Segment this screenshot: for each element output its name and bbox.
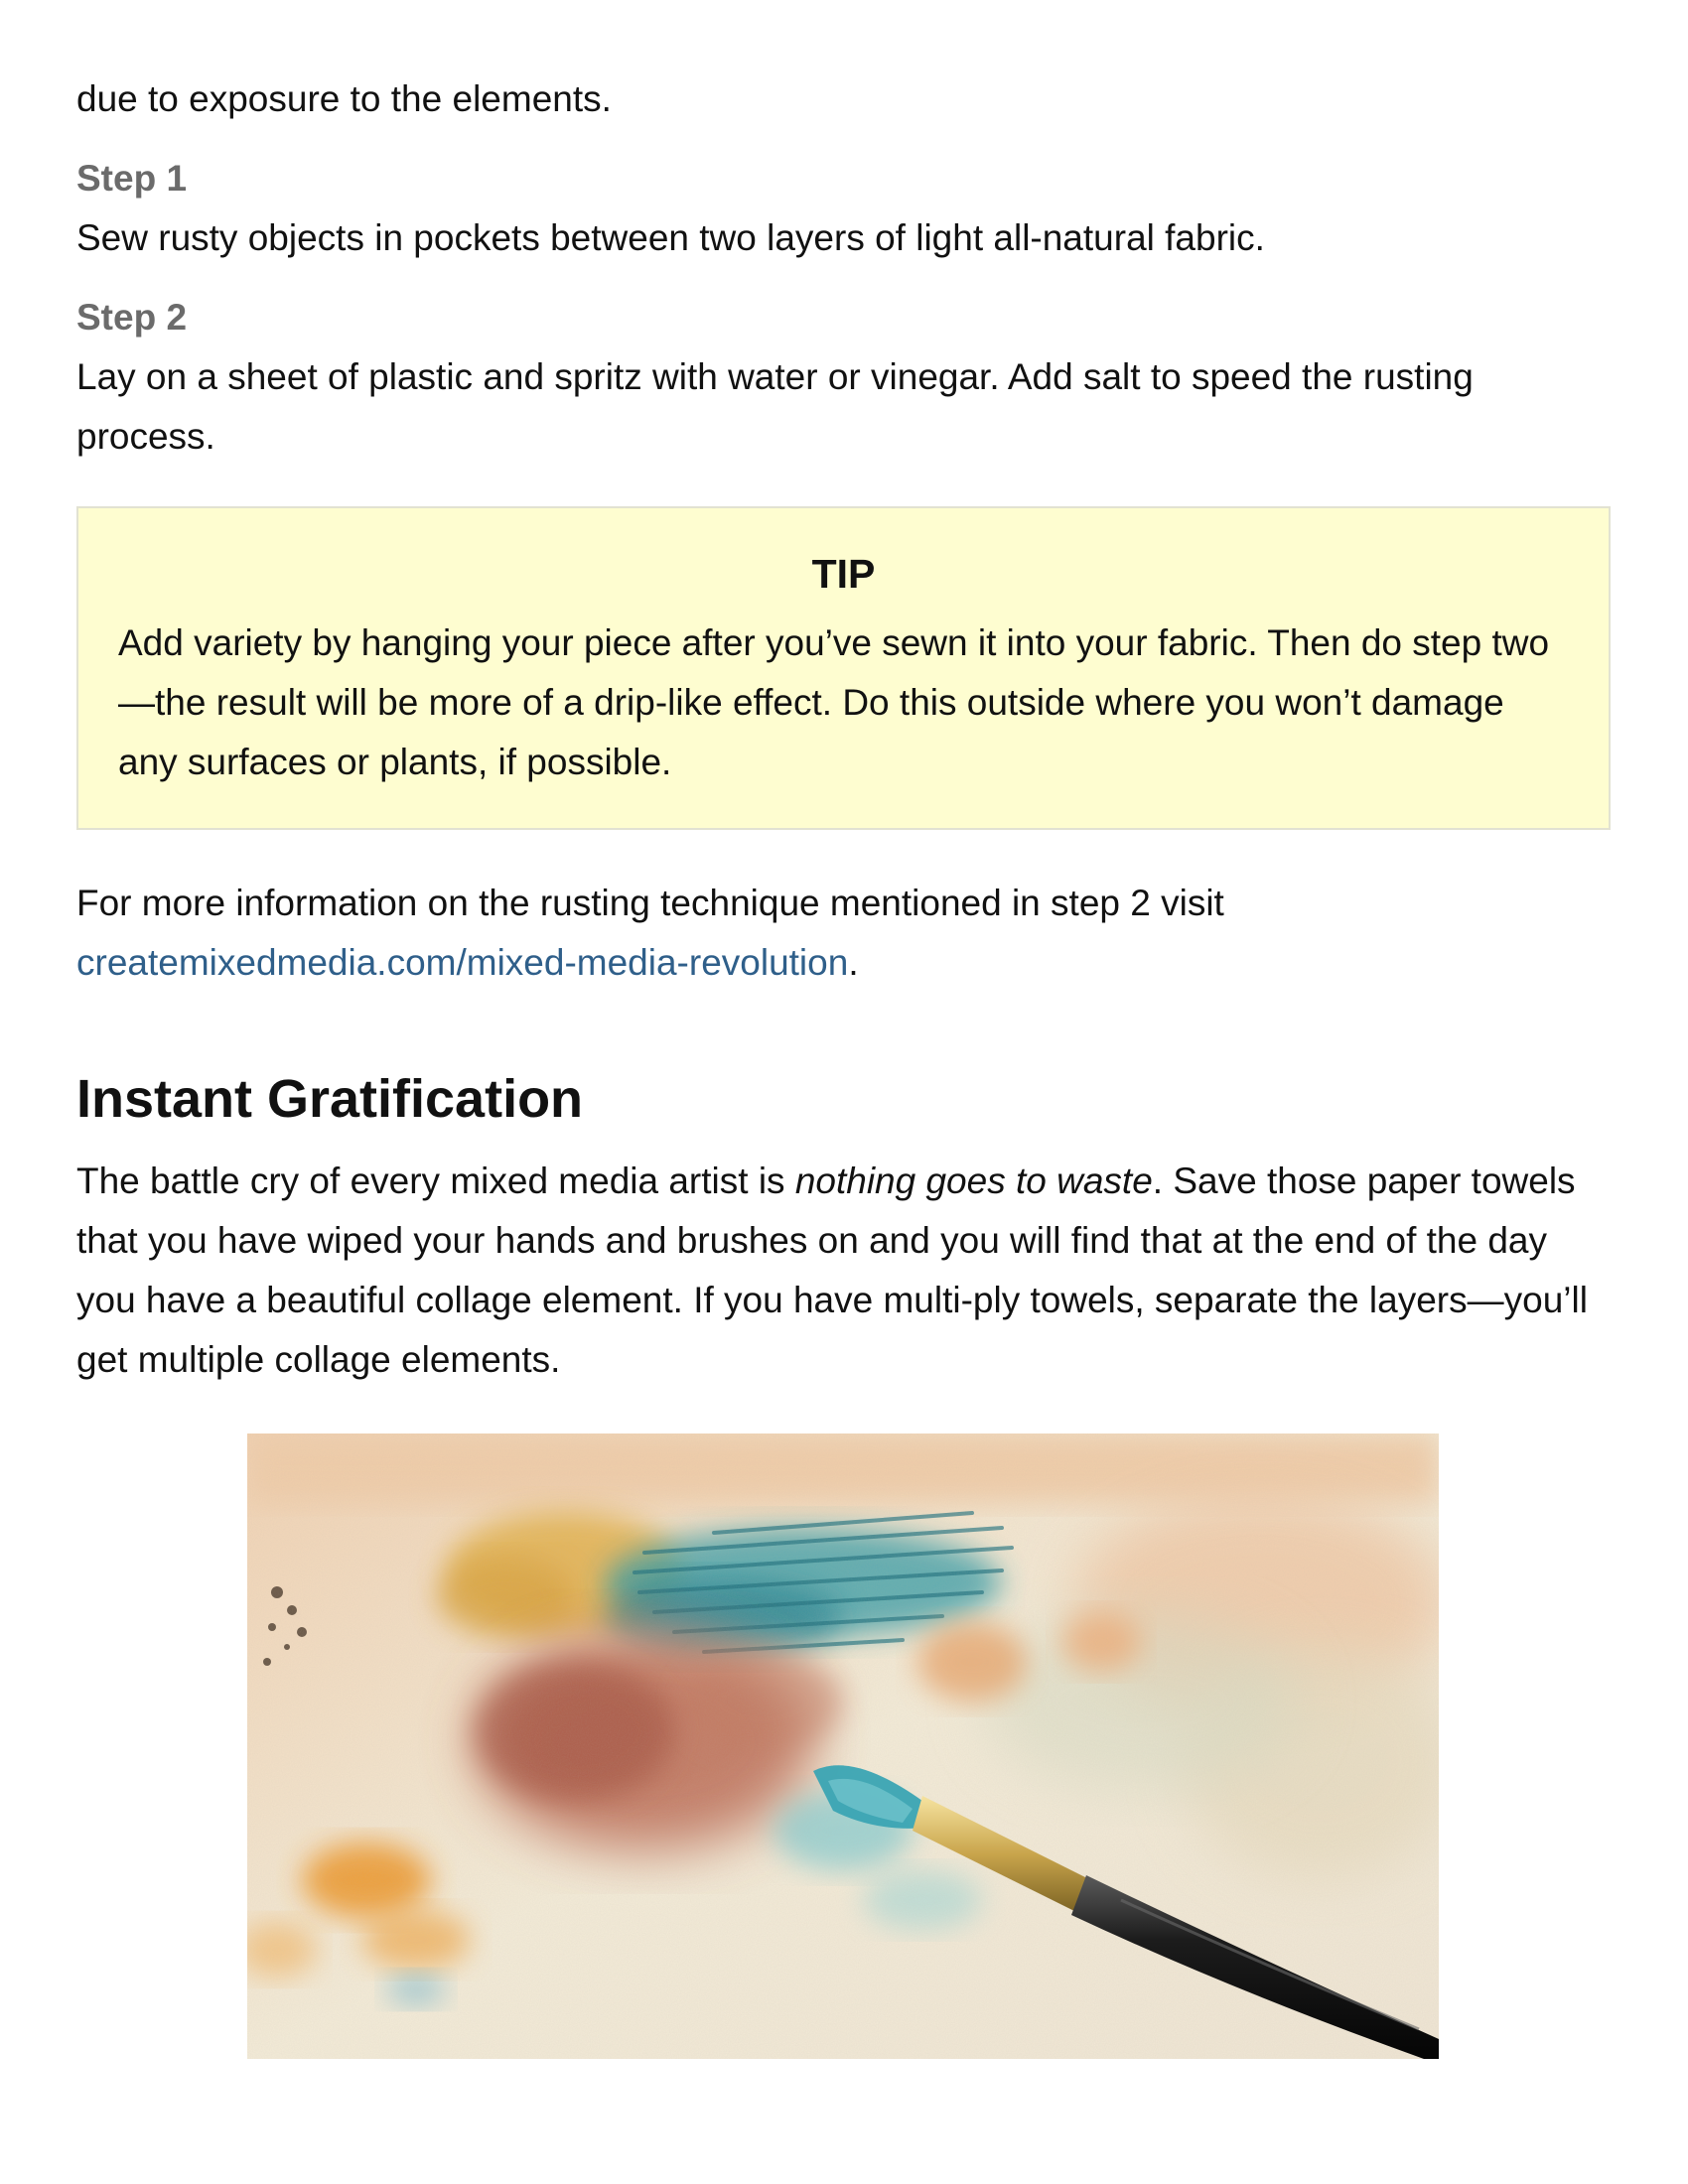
step-2-text: Lay on a sheet of plastic and spritz with water or vinegar. Add salt to speed the rusting process.: [76, 356, 1474, 457]
paint-towel-photo: [247, 1433, 1439, 2059]
tip-box: [76, 506, 1611, 830]
section-body: [76, 1152, 1611, 1390]
tip-title: TIP: [811, 551, 876, 597]
document-page: [76, 69, 1611, 2059]
step-2-label: Step 2: [76, 297, 188, 338]
step-1-text: Sew rusty objects in pockets between two layers of light all-natural fabric.: [76, 217, 1265, 258]
more-info: [76, 874, 1611, 993]
step-1: [76, 149, 1611, 268]
section-body-emphasis: nothing goes to waste: [794, 1160, 1153, 1201]
tip-body: Add variety by hanging your piece after you’ve sewn it into your fabric. Then do step two—the result will be more of a drip-like effect. Do this outside where you won’t damage any surfaces or plants, if possible.: [118, 622, 1550, 782]
more-info-prefix: For more information on the rusting technique mentioned in step 2 visit: [76, 883, 1224, 923]
step-2: [76, 288, 1611, 467]
more-info-suffix: .: [848, 942, 859, 983]
section-title: Instant Gratification: [76, 1069, 584, 1129]
paint-towel-illustration: [247, 1433, 1439, 2059]
step-1-label: Step 1: [76, 158, 188, 199]
mixed-media-revolution-link[interactable]: createmixedmedia.com/mixed-media-revolution: [76, 942, 849, 983]
section-body-before: The battle cry of every mixed media artist is: [76, 1160, 795, 1201]
intro-text: due to exposure to the elements.: [76, 78, 612, 119]
section-body-after: . Save those paper towels that you have wiped your hands and brushes on and you will find that at the end of the day you have a beautiful collage element. If you have multi-ply towels, separate the layers—you’ll get multiple collage elements.: [76, 1160, 1588, 1380]
